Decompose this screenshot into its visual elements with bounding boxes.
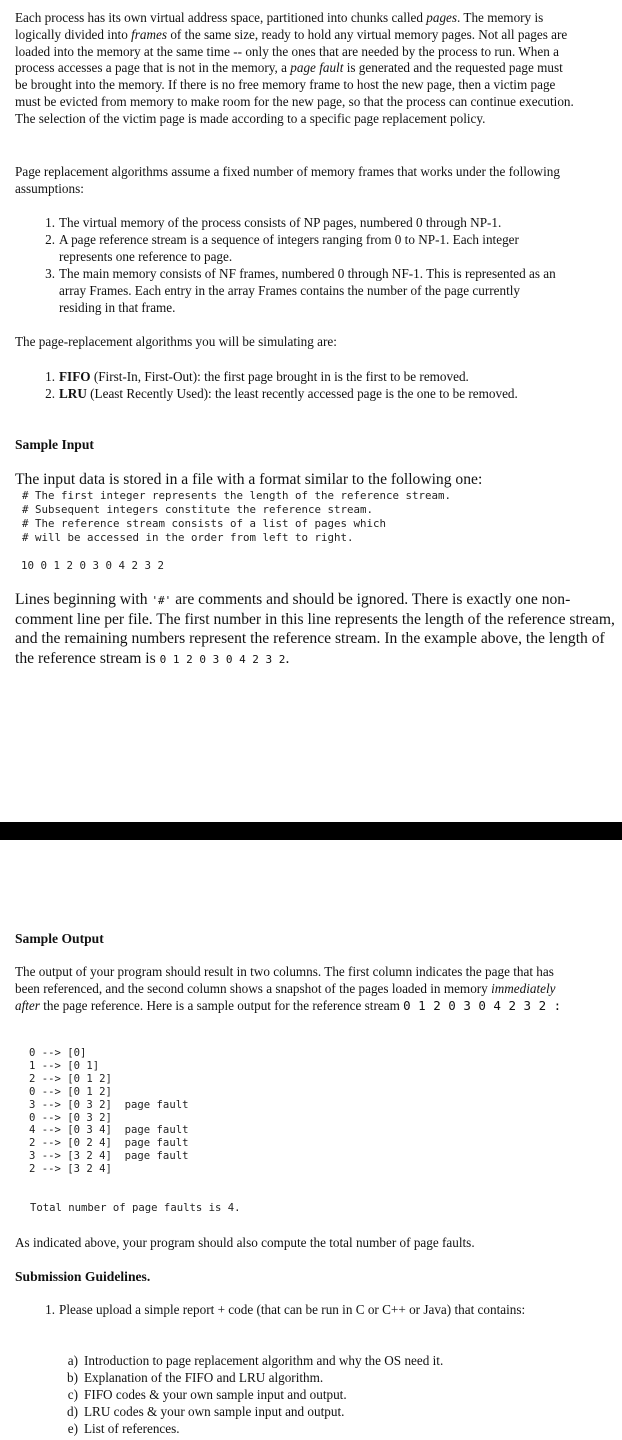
list-text	[59, 386, 529, 403]
intro-paragraph	[15, 10, 575, 128]
algorithm-name: FIFO	[59, 369, 91, 384]
list-text: The virtual memory of the process consists of NP pages, numbered 0 through NP-1.	[59, 215, 502, 230]
sample-output-table	[29, 1047, 188, 1176]
output-intro-text-2: the page reference. Here is a sample output for the reference stream	[39, 997, 404, 1013]
subitem-label: d)	[67, 1404, 78, 1419]
intro-term-page-fault: page fault	[290, 60, 344, 76]
sample-input-heading: Sample Input	[15, 437, 94, 452]
output-row: 3 --> [3 2 4] page fault	[29, 1150, 189, 1163]
subitem-label: c)	[67, 1387, 78, 1402]
code-line: # will be accessed in the order from left to right.	[22, 531, 354, 544]
sample-input-intro: The input data is stored in a file with a format similar to the following one:	[15, 471, 483, 488]
code-line: # The first integer represents the length of the reference stream.	[22, 489, 452, 502]
intro-term-frames: frames	[131, 26, 168, 42]
output-row: 3 --> [0 3 2] page fault	[29, 1098, 189, 1111]
intro-text-3: of the same size, ready to hold any virtual memory pages. Not all pages are loaded into the memory at the same time -- only the ones that are needed by the process to run. When a process accesses a page that is not in the memory, a	[15, 26, 568, 76]
sample-input-explanation	[15, 590, 615, 669]
intro-text-1: Each process has its own virtual address space, partitioned into chunks called	[15, 10, 427, 25]
submission-heading: Submission Guidelines.	[15, 1269, 151, 1284]
code-line: # Subsequent integers constitute the reference stream.	[22, 503, 374, 516]
sample-output-heading: Sample Output	[15, 931, 104, 946]
output-row: 4 --> [0 3 4] page fault	[29, 1124, 189, 1137]
code-line: # The reference stream consists of a list of pages which	[22, 517, 387, 530]
total-page-faults: Total number of page faults is 4.	[30, 1202, 241, 1214]
list-text	[59, 369, 559, 386]
output-row: 2 --> [0 1 2]	[29, 1072, 112, 1085]
subitem-label: e)	[67, 1421, 78, 1436]
algorithm-name: LRU	[59, 386, 87, 401]
subitem-text: LRU codes & your own sample input and output.	[84, 1404, 345, 1419]
intro-text-4: is generated and the requested page must be brought into the memory. If there is no free memory frame to host the new page, then a victim page must be evicted from memory to make room for the new page, so that the process can continue execution. The selection of the victim page is made according to a specific page replacement policy.	[15, 60, 574, 126]
intro-term-pages: pages	[426, 10, 458, 25]
algorithm-desc: (Least Recently Used): the least recently accessed page is the one to be removed.	[86, 386, 518, 401]
explain-text-2: are comments and should be ignored. There is exactly one non-comment line per file. The first number in this line represents the length of the reference stream, and the remaining numbers represent the reference stream. In the example above, the length of the reference stream is	[15, 591, 615, 667]
output-row: 2 --> [3 2 4]	[29, 1163, 112, 1176]
output-intro-text-1: The output of your program should result in two columns. The first column indicates the page that has been referenced, and the second column shows a snapshot of the pages loaded in memory	[15, 964, 554, 996]
output-row: 0 --> [0]	[29, 1047, 87, 1059]
subitem-text: FIFO codes & your own sample input and output.	[84, 1387, 347, 1402]
reference-stream: 0 1 2 0 3 0 4 2 3 2	[159, 652, 286, 666]
output-row: 2 --> [0 2 4] page fault	[29, 1137, 189, 1150]
assumptions-intro: Page replacement algorithms assume a fixed number of memory frames that works under the following assumptions:	[15, 164, 560, 196]
subitem-label: b)	[67, 1370, 78, 1385]
sample-input-comments	[22, 489, 451, 545]
sample-output-after: As indicated above, your program should also compute the total number of page faults.	[15, 1235, 475, 1250]
explain-text-1: Lines beginning with	[15, 591, 152, 608]
subitem-text: Introduction to page replacement algorithm and why the OS need it.	[84, 1353, 444, 1368]
list-number: 2.	[45, 386, 55, 401]
list-number: 3.	[45, 266, 55, 281]
output-row: 0 --> [0 1 2]	[29, 1085, 112, 1098]
sample-output-intro	[15, 964, 575, 1014]
algorithm-desc: (First-In, First-Out): the first page brought in is the first to be removed.	[90, 369, 469, 384]
intro-text-2: . The memory is logically divided into	[15, 10, 544, 42]
list-number: 1.	[45, 1302, 55, 1317]
output-row: 1 --> [0 1]	[29, 1059, 100, 1072]
list-number: 1.	[45, 369, 55, 384]
algorithms-intro: The page-replacement algorithms you will be simulating are:	[15, 334, 337, 349]
output-reference-stream: 0 1 2 0 3 0 4 2 3 2 :	[403, 997, 562, 1013]
list-text: The main memory consists of NF frames, numbered 0 through NF-1. This is represented as an array Frames. Each entry in the array Frames contains the number of the page currently residing in that frame.	[59, 266, 556, 315]
explain-end: .	[285, 649, 290, 667]
subitem-text: List of references.	[84, 1421, 180, 1436]
page-separator-bar	[0, 822, 622, 840]
output-intro-emphasis: immediately after	[15, 980, 556, 1013]
subitem-text: Explanation of the FIFO and LRU algorithm.	[84, 1370, 324, 1385]
list-text: Please upload a simple report + code (that can be run in C or C++ or Java) that contains:	[59, 1302, 526, 1317]
subitem-label: a)	[67, 1353, 78, 1368]
hash-symbol: '#'	[151, 594, 172, 607]
sample-input-data-line: 10 0 1 2 0 3 0 4 2 3 2	[21, 559, 165, 572]
list-text: A page reference stream is a sequence of integers ranging from 0 to NP-1. Each integer represents one reference to page.	[59, 232, 519, 264]
list-number: 2.	[45, 232, 55, 247]
list-number: 1.	[45, 215, 55, 230]
output-row: 0 --> [0 3 2]	[29, 1111, 112, 1124]
